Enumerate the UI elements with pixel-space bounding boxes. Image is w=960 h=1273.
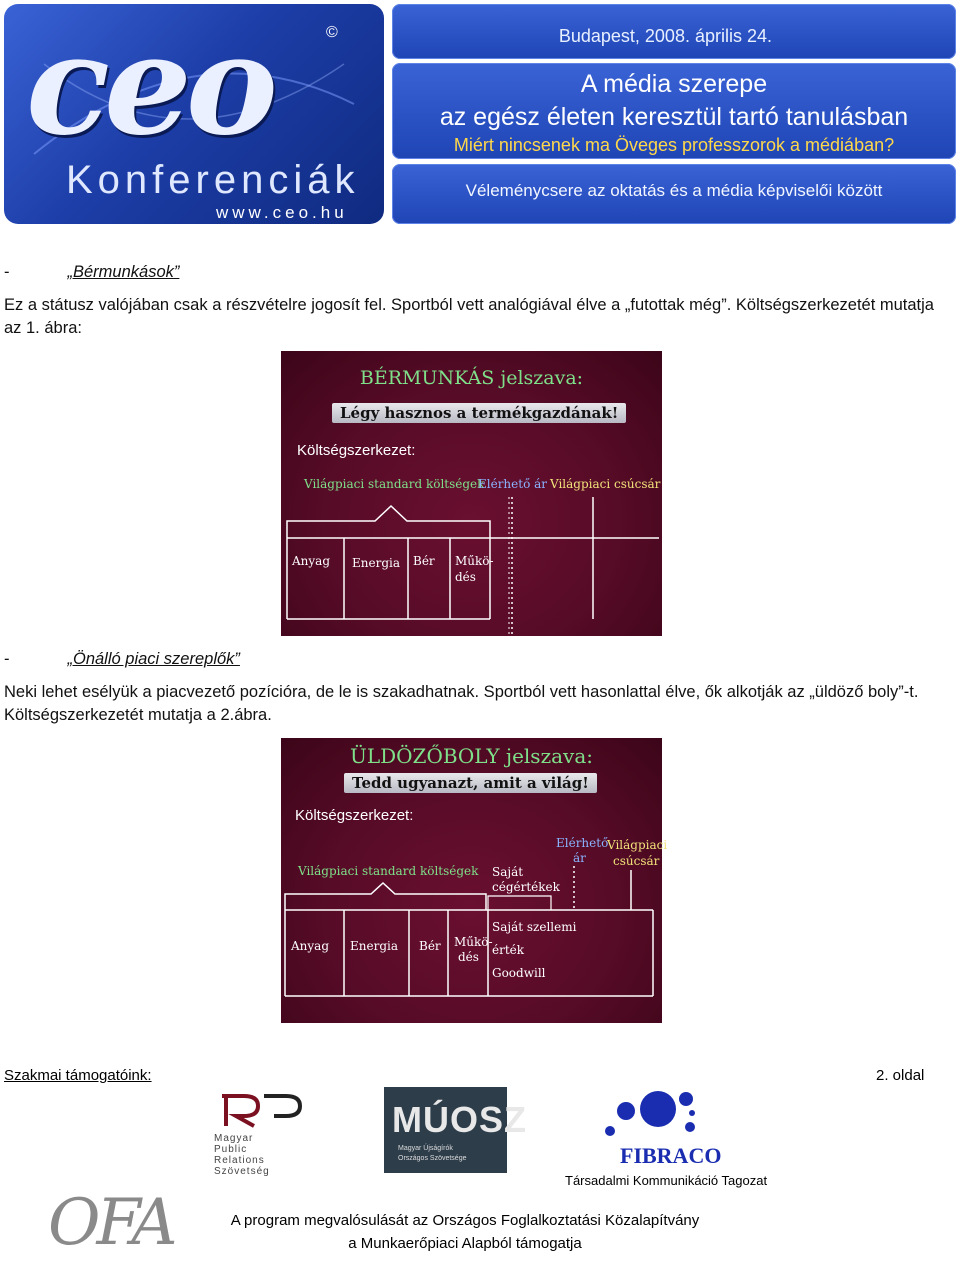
section2-paragraph: Neki lehet esélyük a piacvezető pozícióra, de le is szakadhatnak. Sportból vett hasonlattal élve, ők alkotják az „üldöző boly”-t. Költségszerkezetét mutatja a 2.ábra. <box>4 683 919 724</box>
figure1-component-mukodes-2: dés <box>455 570 476 584</box>
page-number: 2. oldal <box>876 1067 925 1084</box>
figure1-cost-structure <box>281 351 662 636</box>
muosz-logo-sub1: Magyar Újságírók <box>398 1145 453 1152</box>
figure2-intangible-1: Saját szellemi <box>492 920 577 934</box>
figure2-label-standard: Világpiaci standard költségek <box>298 864 479 878</box>
figure1-title: BÉRMUNKÁS jelszava: <box>359 367 584 389</box>
mpr-logo-line3: Relations <box>214 1155 265 1166</box>
figure2-cost-label: Költségszerkezet: <box>295 807 414 824</box>
event-title-line1: A média szerepe <box>580 70 768 98</box>
logo-konferenciak-text: Konferenciák <box>66 158 360 202</box>
event-date: Budapest, 2008. április 24. <box>558 26 772 46</box>
figure1-motto: Légy hasznos a termékgazdának! <box>332 403 626 423</box>
fibraco-logo-text: FIBRACO <box>620 1143 722 1168</box>
section1-paragraph: Ez a státusz valójában csak a részvételre jogosít fel. Sportból vett analógiával élve a „futottak még”. Költségszerkezetét mutatja az 1. ábra: <box>4 296 934 337</box>
figure2-component-anyag: Anyag <box>291 939 330 953</box>
figure2-motto: Tedd ugyanazt, amit a világ! <box>344 773 597 793</box>
fibraco-caption: Társadalmi Kommunikáció Tagozat <box>565 1173 768 1188</box>
event-subtitle: Véleménycsere az oktatás és a média képviselői között <box>465 181 883 200</box>
figure2-roof-bracket <box>285 883 486 910</box>
figure2-component-energia: Energia <box>350 939 398 953</box>
mpr-logo-line1: Magyar <box>214 1133 254 1144</box>
section1-dash: - <box>4 263 10 281</box>
copyright-mark: © <box>326 24 338 41</box>
figure1-component-mukodes-1: Műkö- <box>455 554 494 568</box>
figure2-cost-structure <box>281 738 668 1023</box>
figure1-label-peak: Világpiaci csúcsár <box>550 477 661 491</box>
figure2-title: ÜLDÖZŐBOLY jelszava: <box>349 744 593 768</box>
figure2-label-own-value-2: cégértékek <box>492 880 560 894</box>
section1-heading <box>4 261 179 284</box>
section2-title: „Önálló piaci szereplők” <box>67 650 240 668</box>
figure2-intangible-2: érték <box>492 943 525 957</box>
fibraco-logo <box>596 1087 722 1169</box>
figure2-own-value-bracket <box>488 896 551 910</box>
mpr-logo <box>214 1088 314 1177</box>
figure2-label-peak-2: csúcsár <box>613 854 660 868</box>
figure1-cost-label: Költségszerkezet: <box>297 442 416 459</box>
muosz-logo <box>384 1087 527 1173</box>
figure1-component-ber: Bér <box>413 554 435 568</box>
logo-ceo-text: ceo <box>26 4 272 166</box>
section2-dash: - <box>4 650 10 668</box>
header-info-panel <box>392 4 956 224</box>
figure2-label-own-value-1: Saját <box>492 865 524 879</box>
figure2-intangible-3: Goodwill <box>492 966 546 980</box>
figure2-label-achievable-1: Elérhető <box>556 836 609 850</box>
ofa-logo-text: OFA <box>48 1186 174 1260</box>
figure1-label-achievable: Elérhető ár <box>478 477 548 491</box>
figure1-label-standard: Világpiaci standard költségek <box>304 477 485 491</box>
figure2-label-achievable-2: ár <box>573 851 586 865</box>
figure2-component-ber: Bér <box>419 939 441 953</box>
program-support-line2: a Munkaerőpiaci Alapból támogatja <box>348 1235 582 1252</box>
section2-heading <box>4 648 240 671</box>
figure2-diagram <box>281 738 662 1023</box>
event-title-question: Miért nincsenek ma Öveges professzorok a médiában? <box>453 135 895 155</box>
figure1-component-energia: Energia <box>352 556 400 570</box>
figure2-component-mukodes-2: dés <box>458 950 479 964</box>
figure1-roof-bracket <box>287 506 490 538</box>
figure2-label-peak-1: Világpiaci <box>607 838 668 852</box>
muosz-logo-text: MÚOSZ <box>392 1099 527 1140</box>
figure1-component-anyag: Anyag <box>292 554 331 568</box>
figure1-diagram <box>281 351 662 636</box>
ceo-logo-banner <box>4 4 384 224</box>
fibraco-dots-icon <box>596 1087 708 1143</box>
muosz-logo-sub2: Országos Szövetsége <box>398 1155 467 1162</box>
program-support-line1: A program megvalósulását az Országos Foglalkoztatási Közalapítvány <box>230 1212 700 1229</box>
mpr-logo-line2: Public <box>214 1144 248 1155</box>
supporters-label: Szakmai támogatóink: <box>4 1067 152 1084</box>
mpr-emblem-icon <box>214 1088 314 1128</box>
mpr-logo-line4: Szövetség <box>214 1166 270 1177</box>
logo-url[interactable]: www.ceo.hu <box>216 203 348 222</box>
event-title-line2: az egész életen keresztül tartó tanulásban <box>439 103 909 131</box>
figure2-component-mukodes-1: Műkö- <box>454 935 493 949</box>
section1-title: „Bérmunkások” <box>67 263 180 281</box>
